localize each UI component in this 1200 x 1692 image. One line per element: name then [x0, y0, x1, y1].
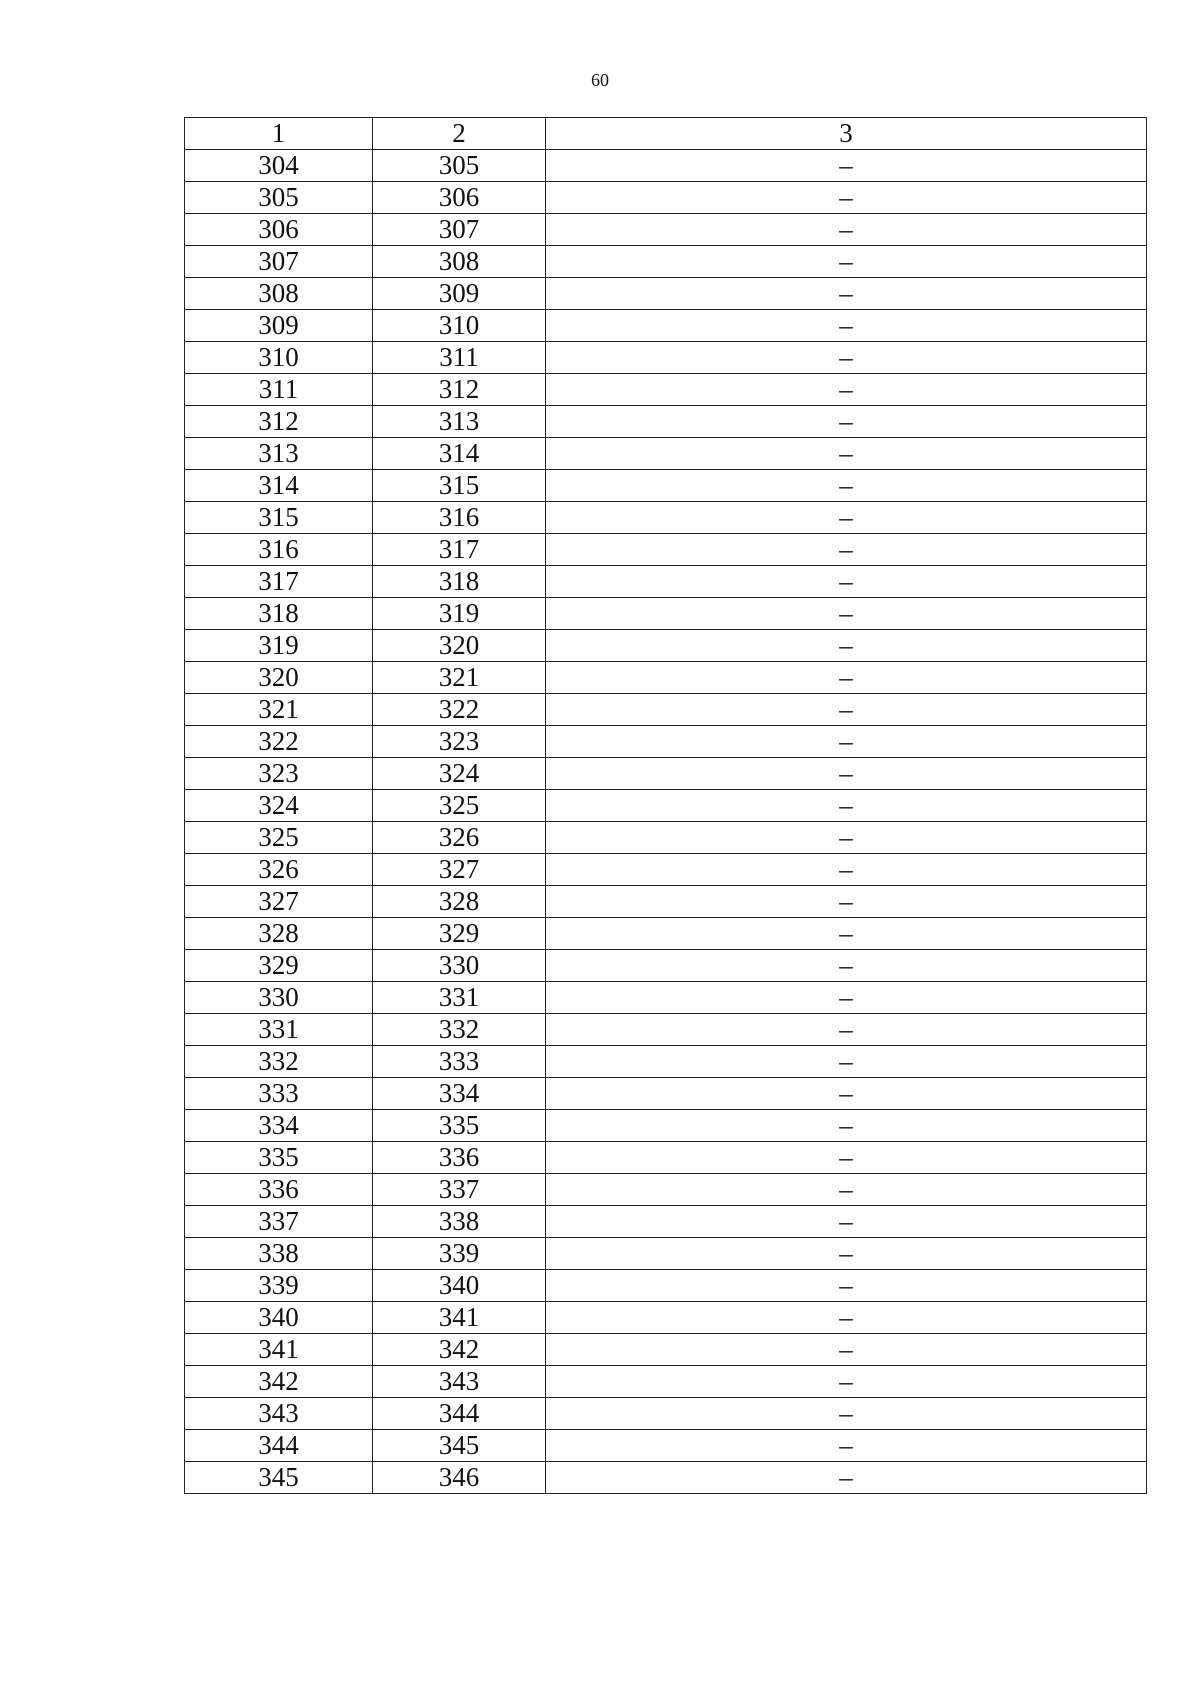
table-cell-col-2: 326 [373, 822, 546, 854]
table-row [185, 950, 1147, 982]
table-row [185, 726, 1147, 758]
table-row [185, 598, 1147, 630]
table-cell-col-2: 331 [373, 982, 546, 1014]
table-cell-col-3: – [546, 1078, 1147, 1110]
table-row [185, 1302, 1147, 1334]
table-cell-col-3: – [546, 342, 1147, 374]
table-cell-col-2: 320 [373, 630, 546, 662]
table-cell-col-3: – [546, 534, 1147, 566]
table-cell-col-2: 328 [373, 886, 546, 918]
table-cell-col-2: 343 [373, 1366, 546, 1398]
table-row [185, 1462, 1147, 1494]
table-cell-col-1: 345 [185, 1462, 373, 1494]
table-cell-col-3: – [546, 566, 1147, 598]
table-cell-col-2: 322 [373, 694, 546, 726]
table-cell-col-2: 307 [373, 214, 546, 246]
table-cell-col-1: 344 [185, 1430, 373, 1462]
table-cell-col-2: 346 [373, 1462, 546, 1494]
table-cell-col-3: – [546, 182, 1147, 214]
table-cell-col-1: 318 [185, 598, 373, 630]
table-cell-col-3: – [546, 502, 1147, 534]
table-cell-col-3: – [546, 822, 1147, 854]
table-cell-col-2: 311 [373, 342, 546, 374]
table-cell-col-2: 316 [373, 502, 546, 534]
table-cell-col-2: 323 [373, 726, 546, 758]
table-cell-col-1: 326 [185, 854, 373, 886]
table-cell-col-3: – [546, 950, 1147, 982]
table-cell-col-1: 331 [185, 1014, 373, 1046]
table-cell-col-1: 322 [185, 726, 373, 758]
table-cell-col-2: 309 [373, 278, 546, 310]
table-row [185, 1046, 1147, 1078]
table-row [185, 1398, 1147, 1430]
table-cell-col-3: – [546, 1302, 1147, 1334]
table-cell-col-3: – [546, 1110, 1147, 1142]
table-cell-col-3: – [546, 790, 1147, 822]
table-cell-col-1: 342 [185, 1366, 373, 1398]
table-cell-col-1: 310 [185, 342, 373, 374]
table-row [185, 982, 1147, 1014]
table-cell-col-2: 345 [373, 1430, 546, 1462]
table-cell-col-3: – [546, 1142, 1147, 1174]
table-body [185, 118, 1147, 1494]
table-cell-col-1: 338 [185, 1238, 373, 1270]
table-cell-col-2: 334 [373, 1078, 546, 1110]
table-cell-col-1: 309 [185, 310, 373, 342]
table-cell-col-2: 313 [373, 406, 546, 438]
data-table [184, 117, 1147, 1494]
table-row [185, 566, 1147, 598]
table-cell-col-2: 315 [373, 470, 546, 502]
table-cell-col-1: 324 [185, 790, 373, 822]
table-cell-col-3: – [546, 310, 1147, 342]
table-cell-col-1: 336 [185, 1174, 373, 1206]
table-row [185, 502, 1147, 534]
table-cell-col-1: 333 [185, 1078, 373, 1110]
table-row [185, 918, 1147, 950]
page-number: 60 [591, 70, 609, 90]
table-cell-col-2: 329 [373, 918, 546, 950]
table-row [185, 374, 1147, 406]
table-cell-col-1: 316 [185, 534, 373, 566]
table-cell-col-3: – [546, 1270, 1147, 1302]
table-cell-col-1: 340 [185, 1302, 373, 1334]
table-cell-col-3: – [546, 886, 1147, 918]
table-cell-col-1: 315 [185, 502, 373, 534]
table-cell-col-1: 312 [185, 406, 373, 438]
table-cell-col-1: 305 [185, 182, 373, 214]
table-cell-col-2: 308 [373, 246, 546, 278]
table-cell-col-2: 324 [373, 758, 546, 790]
column-header-3: 3 [546, 118, 1147, 150]
table-cell-col-3: – [546, 1046, 1147, 1078]
table-cell-col-1: 323 [185, 758, 373, 790]
table-cell-col-2: 318 [373, 566, 546, 598]
table-cell-col-1: 304 [185, 150, 373, 182]
table-row [185, 1430, 1147, 1462]
table-cell-col-2: 336 [373, 1142, 546, 1174]
table-cell-col-2: 317 [373, 534, 546, 566]
table-cell-col-1: 319 [185, 630, 373, 662]
table-row [185, 534, 1147, 566]
table-cell-col-3: – [546, 1206, 1147, 1238]
table-cell-col-3: – [546, 758, 1147, 790]
table-cell-col-3: – [546, 1398, 1147, 1430]
table-cell-col-1: 332 [185, 1046, 373, 1078]
table-row [185, 342, 1147, 374]
table-cell-col-3: – [546, 278, 1147, 310]
table-cell-col-3: – [546, 150, 1147, 182]
table-row [185, 630, 1147, 662]
table-cell-col-3: – [546, 918, 1147, 950]
table-cell-col-1: 307 [185, 246, 373, 278]
table-cell-col-2: 327 [373, 854, 546, 886]
table-cell-col-1: 337 [185, 1206, 373, 1238]
table-cell-col-1: 308 [185, 278, 373, 310]
table-row [185, 182, 1147, 214]
table-row [185, 822, 1147, 854]
table-cell-col-2: 321 [373, 662, 546, 694]
table-cell-col-2: 344 [373, 1398, 546, 1430]
table-row [185, 1014, 1147, 1046]
table-cell-col-3: – [546, 1174, 1147, 1206]
table-cell-col-2: 335 [373, 1110, 546, 1142]
column-header-2: 2 [373, 118, 546, 150]
table-cell-col-1: 339 [185, 1270, 373, 1302]
table-cell-col-3: – [546, 1334, 1147, 1366]
table-cell-col-1: 328 [185, 918, 373, 950]
table-cell-col-1: 334 [185, 1110, 373, 1142]
table-row [185, 1174, 1147, 1206]
table-cell-col-2: 333 [373, 1046, 546, 1078]
table-cell-col-2: 325 [373, 790, 546, 822]
table-row [185, 694, 1147, 726]
table-cell-col-2: 337 [373, 1174, 546, 1206]
table-cell-col-1: 317 [185, 566, 373, 598]
table-row [185, 1110, 1147, 1142]
table-cell-col-1: 341 [185, 1334, 373, 1366]
table-row [185, 1238, 1147, 1270]
table-cell-col-1: 325 [185, 822, 373, 854]
table-cell-col-1: 329 [185, 950, 373, 982]
table-cell-col-2: 314 [373, 438, 546, 470]
table-cell-col-3: – [546, 630, 1147, 662]
table-row [185, 1334, 1147, 1366]
table-cell-col-2: 312 [373, 374, 546, 406]
table-cell-col-3: – [546, 1430, 1147, 1462]
table-row [185, 150, 1147, 182]
table-cell-col-3: – [546, 1366, 1147, 1398]
table-row [185, 662, 1147, 694]
table-cell-col-3: – [546, 598, 1147, 630]
table-cell-col-3: – [546, 246, 1147, 278]
table-header-row [185, 118, 1147, 150]
table-cell-col-3: – [546, 1238, 1147, 1270]
table-cell-col-3: – [546, 470, 1147, 502]
table-row [185, 854, 1147, 886]
table-row [185, 886, 1147, 918]
table-cell-col-2: 338 [373, 1206, 546, 1238]
table-cell-col-2: 319 [373, 598, 546, 630]
table-cell-col-1: 330 [185, 982, 373, 1014]
table-cell-col-3: – [546, 438, 1147, 470]
table-cell-col-3: – [546, 1014, 1147, 1046]
table-cell-col-2: 342 [373, 1334, 546, 1366]
table-cell-col-3: – [546, 406, 1147, 438]
table-cell-col-2: 332 [373, 1014, 546, 1046]
table-cell-col-1: 311 [185, 374, 373, 406]
table-cell-col-3: – [546, 1462, 1147, 1494]
table-cell-col-1: 335 [185, 1142, 373, 1174]
table-row [185, 278, 1147, 310]
table-row [185, 246, 1147, 278]
table-cell-col-2: 306 [373, 182, 546, 214]
table-cell-col-1: 321 [185, 694, 373, 726]
table-cell-col-3: – [546, 726, 1147, 758]
table-row [185, 1270, 1147, 1302]
table-row [185, 1366, 1147, 1398]
table-cell-col-3: – [546, 214, 1147, 246]
table-cell-col-1: 343 [185, 1398, 373, 1430]
table-cell-col-1: 320 [185, 662, 373, 694]
table-row [185, 470, 1147, 502]
table-row [185, 758, 1147, 790]
table-cell-col-1: 327 [185, 886, 373, 918]
table-row [185, 1078, 1147, 1110]
table-cell-col-2: 330 [373, 950, 546, 982]
table-row [185, 1142, 1147, 1174]
table-cell-col-2: 339 [373, 1238, 546, 1270]
column-header-1: 1 [185, 118, 373, 150]
table-row [185, 214, 1147, 246]
table-row [185, 406, 1147, 438]
table-cell-col-2: 310 [373, 310, 546, 342]
table-row [185, 790, 1147, 822]
table-cell-col-3: – [546, 662, 1147, 694]
table-cell-col-2: 341 [373, 1302, 546, 1334]
table-cell-col-2: 340 [373, 1270, 546, 1302]
table-cell-col-1: 313 [185, 438, 373, 470]
table-cell-col-3: – [546, 694, 1147, 726]
table-cell-col-1: 314 [185, 470, 373, 502]
table-cell-col-2: 305 [373, 150, 546, 182]
table-row [185, 1206, 1147, 1238]
table-cell-col-1: 306 [185, 214, 373, 246]
table-cell-col-3: – [546, 982, 1147, 1014]
table-row [185, 310, 1147, 342]
table-cell-col-3: – [546, 374, 1147, 406]
table-cell-col-3: – [546, 854, 1147, 886]
table-row [185, 438, 1147, 470]
